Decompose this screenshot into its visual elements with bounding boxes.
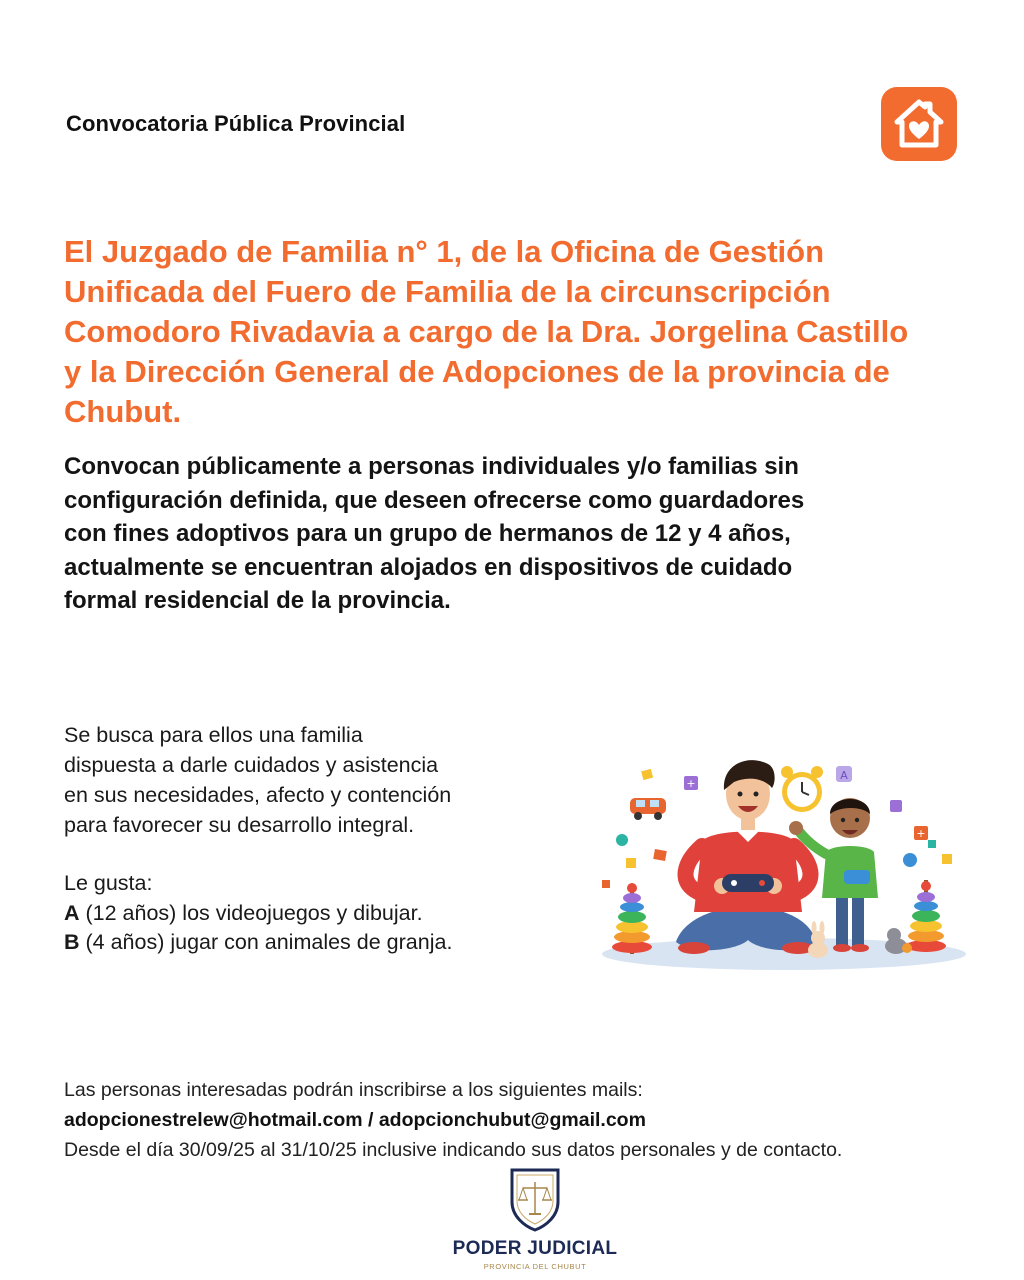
- lead-line: El Juzgado de Familia n° 1, de la Oficina de Gestión: [64, 234, 825, 269]
- likes-heading: Le gusta:: [64, 871, 153, 895]
- lead-line: Comodoro Rivadavia a cargo de la Dra. Jorgelina Castillo: [64, 314, 909, 349]
- call-line: actualmente se encuentran alojados en dispositivos de cuidado: [64, 553, 793, 581]
- svg-text:A: A: [840, 769, 848, 782]
- seeking-line: Se busca para ellos una familia: [64, 723, 363, 747]
- seeking-line: en sus necesidades, afecto y contención: [64, 783, 452, 807]
- likes-item-text: (12 años) los videojuegos y dibujar.: [79, 900, 423, 925]
- svg-text:+: +: [916, 827, 926, 840]
- footer-logo: [440, 1166, 630, 1276]
- call-line: con fines adoptivos para un grupo de hermanos de 12 y 4 años,: [64, 520, 791, 547]
- likes-item: [64, 899, 584, 929]
- lead-line: Chubut.: [64, 394, 182, 429]
- call-paragraph: [64, 450, 964, 618]
- likes-item-text: (4 años) jugar con animales de granja.: [79, 930, 453, 954]
- lead-paragraph: [64, 232, 974, 432]
- contact-dates: Desde el día 30/09/25 al 31/10/25 inclusive indicando sus datos personales y de contacto.: [64, 1139, 843, 1161]
- seeking-line: dispuesta a darle cuidados y asistencia: [64, 753, 439, 777]
- likes-item-letter: B: [64, 930, 80, 954]
- likes-section: [64, 869, 584, 958]
- contact-emails: adopcionestrelew@hotmail.com / adopcionchubut@gmail.com: [64, 1109, 646, 1131]
- seeking-line: para favorecer su desarrollo integral.: [64, 813, 415, 837]
- call-line: Convocan públicamente a personas individuales y/o familias sin: [64, 453, 799, 480]
- contact-intro: Las personas interesadas podrán inscribirse a los siguientes mails:: [64, 1079, 643, 1101]
- call-line: configuración definida, que deseen ofrecerse como guardadores: [64, 486, 805, 514]
- judicial-scales-crest-icon: [506, 1166, 564, 1232]
- seeking-paragraph: [64, 720, 564, 840]
- likes-item-letter: A: [64, 900, 80, 925]
- home-heart-icon: [881, 87, 957, 161]
- call-line: formal residencial de la provincia.: [64, 587, 451, 614]
- brand-name: PODER JUDICIAL: [452, 1238, 618, 1259]
- svg-text:+: +: [686, 777, 696, 790]
- contact-section: [64, 1075, 1004, 1165]
- lead-line: y la Dirección General de Adopciones de la provincia de: [64, 354, 890, 389]
- adult-and-child-playing-illustration: [598, 742, 970, 974]
- likes-item: [64, 928, 584, 958]
- brand-subtitle: PROVINCIA DEL CHUBUT: [483, 1262, 587, 1271]
- page-title: Convocatoria Pública Provincial: [66, 111, 406, 136]
- lead-line: Unificada del Fuero de Familia de la circunscripción: [64, 274, 831, 309]
